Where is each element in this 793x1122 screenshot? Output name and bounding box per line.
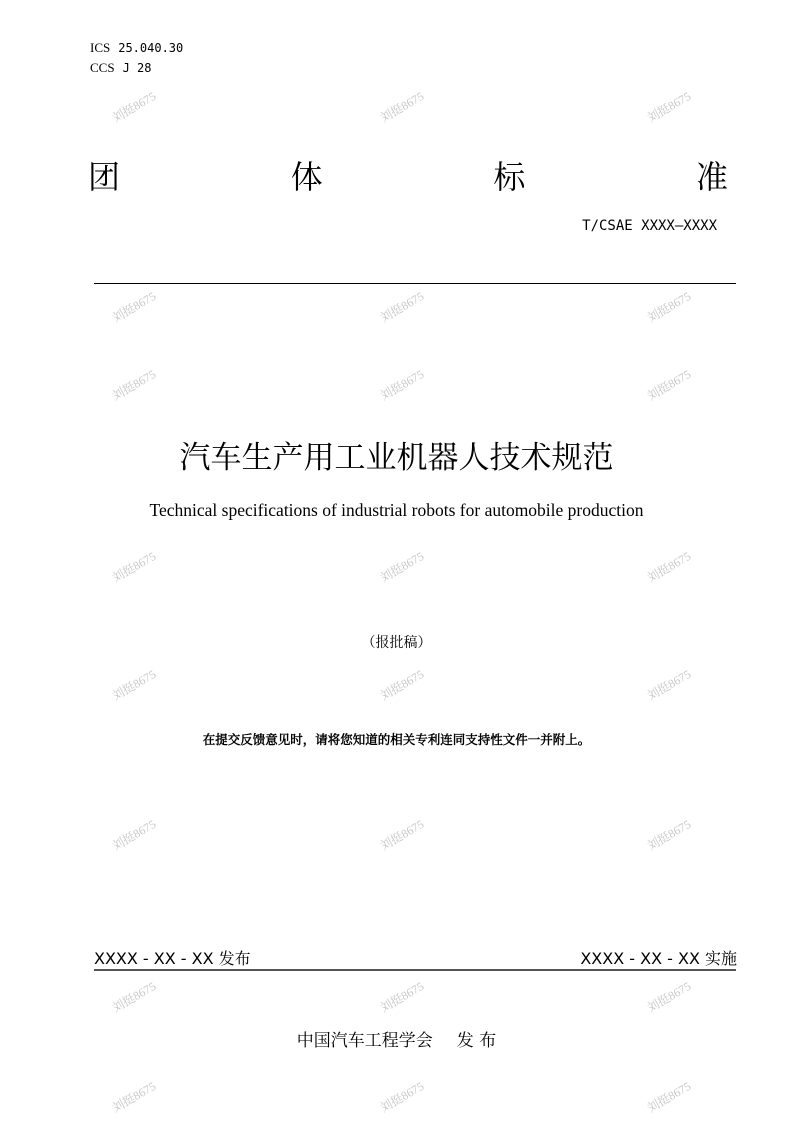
implement-date: XXXX - XX - XX 实施 xyxy=(580,949,737,968)
standard-type-char: 标 xyxy=(493,158,526,196)
watermark: 刘挺8675 xyxy=(109,88,159,126)
ccs-label: CCS xyxy=(90,60,115,75)
standard-type-heading xyxy=(88,152,728,198)
draft-status: （报批稿） xyxy=(361,635,432,651)
watermark: 刘挺8675 xyxy=(109,666,159,704)
watermark: 刘挺8675 xyxy=(109,548,159,586)
watermark: 刘挺8675 xyxy=(644,288,694,326)
watermark: 刘挺8675 xyxy=(377,978,427,1016)
standard-number: T/CSAE XXXX—XXXX xyxy=(582,218,717,234)
ccs-line xyxy=(90,58,183,78)
watermark: 刘挺8675 xyxy=(644,1078,694,1116)
watermark: 刘挺8675 xyxy=(377,816,427,854)
publish-date: XXXX - XX - XX 发布 xyxy=(94,949,251,968)
patent-notice: 在提交反馈意见时，请将您知道的相关专利连同支持性文件一并附上。 xyxy=(202,732,591,747)
watermark: 刘挺8675 xyxy=(377,288,427,326)
watermark: 刘挺8675 xyxy=(644,666,694,704)
footer-divider xyxy=(94,969,736,971)
watermark: 刘挺8675 xyxy=(377,548,427,586)
watermark: 刘挺8675 xyxy=(377,1078,427,1116)
standard-type-char: 准 xyxy=(695,158,728,196)
watermark: 刘挺8675 xyxy=(644,978,694,1016)
watermark: 刘挺8675 xyxy=(109,978,159,1016)
watermark: 刘挺8675 xyxy=(377,88,427,126)
classification-codes xyxy=(90,38,183,78)
watermark: 刘挺8675 xyxy=(377,366,427,404)
watermark: 刘挺8675 xyxy=(109,288,159,326)
publish-action: 发 布 xyxy=(456,1031,497,1051)
ccs-code: J 28 xyxy=(122,61,152,75)
publisher xyxy=(0,1026,793,1051)
watermark: 刘挺8675 xyxy=(644,816,694,854)
document-title-en: Technical specifications of industrial robots for automobile production xyxy=(149,500,644,520)
watermark: 刘挺8675 xyxy=(644,88,694,126)
watermark: 刘挺8675 xyxy=(644,548,694,586)
ics-label: ICS xyxy=(90,40,111,55)
watermark: 刘挺8675 xyxy=(109,816,159,854)
watermark: 刘挺8675 xyxy=(109,1078,159,1116)
watermark: 刘挺8675 xyxy=(109,366,159,404)
header-divider xyxy=(94,283,736,284)
ics-code: 25.040.30 xyxy=(118,41,184,55)
watermark: 刘挺8675 xyxy=(644,366,694,404)
standard-type-char: 团 xyxy=(88,158,121,196)
organization-name: 中国汽车工程学会 xyxy=(296,1031,433,1051)
standard-type-char: 体 xyxy=(290,158,323,196)
ics-line xyxy=(90,38,183,58)
watermark: 刘挺8675 xyxy=(377,666,427,704)
document-title-cn: 汽车生产用工业机器人技术规范 xyxy=(179,440,614,476)
